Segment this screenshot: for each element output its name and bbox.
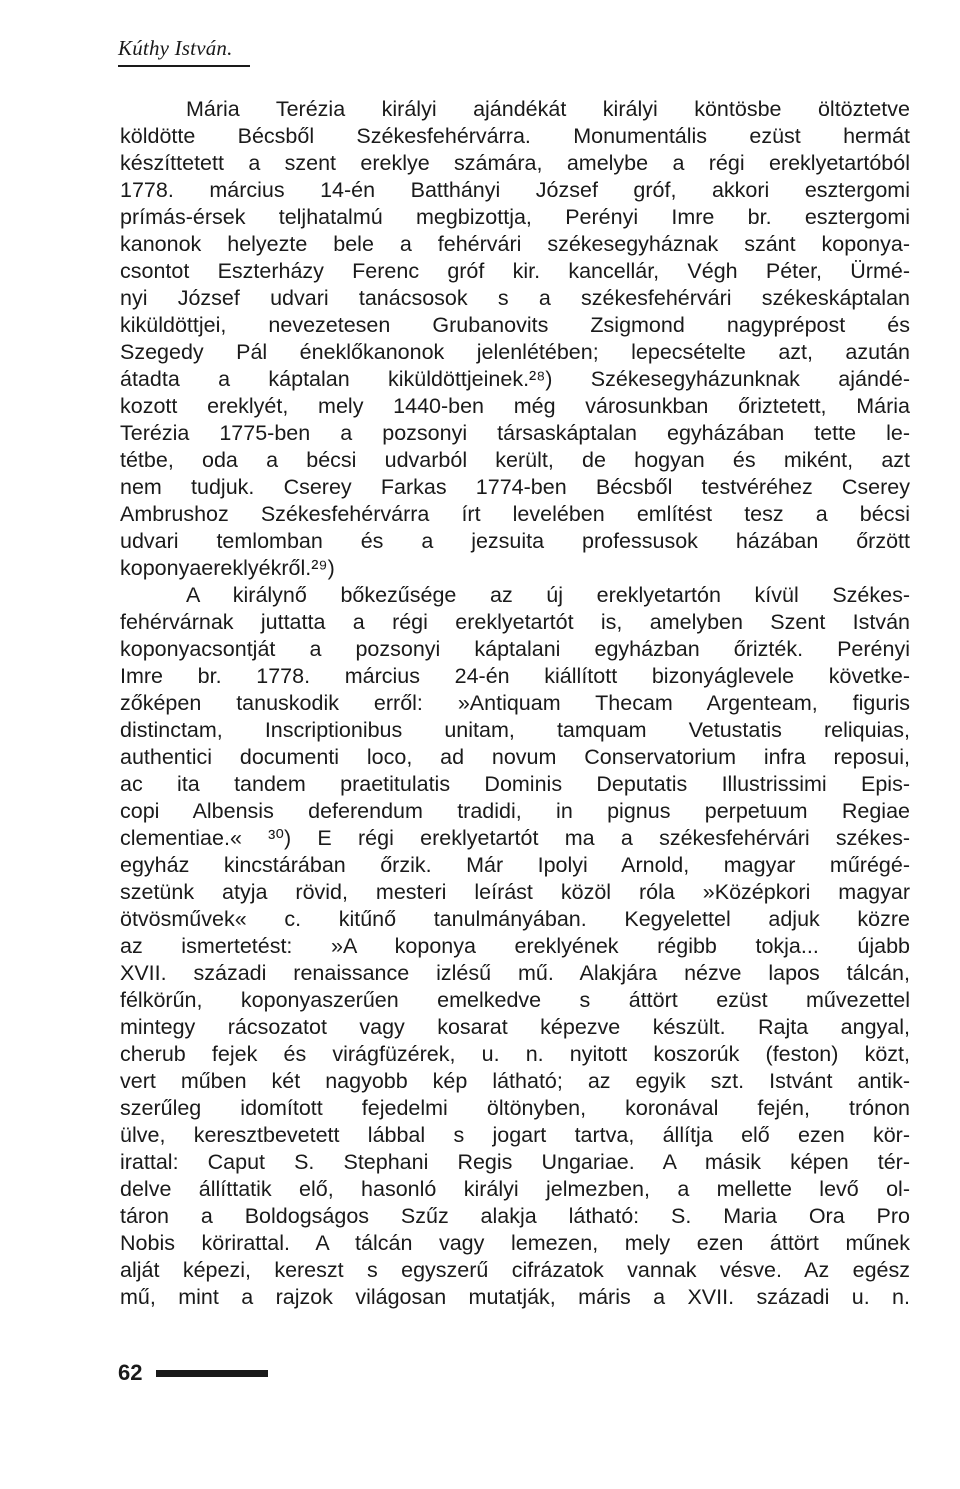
text-line: egyház kincstárában őrzik. Már Ipolyi Arnold, magyar műrégé- xyxy=(120,853,910,877)
text-line: alját képezi, kereszt s egyszerű cifrázatok vannak vésve. Az egész xyxy=(120,1258,910,1282)
running-head-underline xyxy=(118,65,250,67)
text-line: mintegy rácsozatot vagy kosarat képezve készült. Rajta angyal, xyxy=(120,1015,910,1039)
text-line: authentici documenti loco, ad novum Conservatorium infra reposui, xyxy=(120,745,910,769)
text-line: Nobis körirattal. A tálcán vagy lemezen, mely ezen áttört műnek xyxy=(120,1231,910,1255)
text-line: prímás-érsek teljhatalmú megbizottja, Perényi Imre br. esztergomi xyxy=(120,205,910,229)
text-line: vert műben két nagyobb kép látható; az egyik szt. Istvánt antik- xyxy=(120,1069,910,1093)
text-line: Szegedy Pál éneklőkanonok jelenlétében; lepecsételte azt, azután xyxy=(120,340,910,364)
text-line: Terézia 1775-ben a pozsonyi társaskáptalan egyházában tette le- xyxy=(120,421,910,445)
page-footer xyxy=(118,1358,268,1388)
text-line: kiküldöttjei, nevezetesen Grubanovits Zsigmond nagyprépost és xyxy=(120,313,910,337)
footer-rule-ornament xyxy=(156,1370,268,1377)
text-line: az ismertetést: »A koponya ereklyének régibb tokja... újabb xyxy=(120,934,910,958)
text-line: koponyacsontját a pozsonyi káptalani egyházban őrizték. Perényi xyxy=(120,637,910,661)
text-line: 1778. március 14-én Batthányi József gróf, akkori esztergomi xyxy=(120,178,910,202)
text-line: cherub fejek és virágfüzérek, u. n. nyitott koszorúk (feston) közt, xyxy=(120,1042,910,1066)
text-line: kozott ereklyét, mely 1440-ben még városunkban őriztetett, Mária xyxy=(120,394,910,418)
text-line: kanonok helyezte bele a fehérvári székesegyháznak szánt koponya- xyxy=(120,232,910,256)
text-line: irattal: Caput S. Stephani Regis Ungariae. A másik képen tér- xyxy=(120,1150,910,1174)
text-line: nem tudjuk. Cserey Farkas 1774-ben Bécsből testvéréhez Cserey xyxy=(120,475,910,499)
text-line: nyi József udvari tanácsosok s a székesfehérvári székeskáptalan xyxy=(120,286,910,310)
text-line: A királynő bőkezűsége az új ereklyetartón kívül Székes- xyxy=(186,583,910,607)
text-line: Mária Terézia királyi ajándékát királyi köntösbe öltöztetve xyxy=(186,97,910,121)
text-line: csontot Eszterházy Ferenc gróf kir. kancellár, Végh Péter, Ürmé- xyxy=(120,259,910,283)
text-line: udvari temlomban és a jezsuita professusok házában őrzött xyxy=(120,529,910,553)
text-line: Imre br. 1778. március 24-én kiállított bizonyáglevele követke- xyxy=(120,664,910,688)
text-line: köldötte Bécsből Székesfehérvárra. Monumentális ezüst hermát xyxy=(120,124,910,148)
text-line: félkörűn, koponyaszerűen emelkedve s áttört ezüst művezettel xyxy=(120,988,910,1012)
text-line: zőképen tanuskodik erről: »Antiquam Thecam Argenteam, figuris xyxy=(120,691,910,715)
text-line: koponyaereklyékről.²⁹) xyxy=(120,556,335,580)
text-line: táron a Boldogságos Szűz alakja látható: S. Maria Ora Pro xyxy=(120,1204,910,1228)
text-line: distinctam, Inscriptionibus unitam, tamquam Vetustatis reliquias, xyxy=(120,718,910,742)
text-line: clementiae.« ³⁰) E régi ereklyetartót ma a székesfehérvári székes- xyxy=(120,826,910,850)
text-line: ülve, keresztbevetett lábbal s jogart tartva, állítja elő ezen kör- xyxy=(120,1123,910,1147)
text-line: delve állíttatik elő, hasonló királyi jelmezben, a mellette levő ol- xyxy=(120,1177,910,1201)
text-line: tétbe, oda a bécsi udvarból került, de hogyan és miként, azt xyxy=(120,448,910,472)
text-line: ötvösművek« c. kitűnő tanulmányában. Kegyelettel adjuk közre xyxy=(120,907,910,931)
page-number: 62 xyxy=(118,1360,143,1385)
text-line: szerűleg idomított fejedelmi öltönyben, koronával fején, trónon xyxy=(120,1096,910,1120)
running-head-author: Kúthy István. xyxy=(118,36,233,60)
text-line: fehérvárnak juttatta a régi ereklyetartót is, amelyben Szent István xyxy=(120,610,910,634)
text-line: Ambrushoz Székesfehérvárra írt levelében említést tesz a bécsi xyxy=(120,502,910,526)
text-line: mű, mint a rajzok világosan mutatják, máris a XVII. századi u. n. xyxy=(120,1285,910,1309)
text-line: XVII. századi renaissance izlésű mű. Alakjára nézve lapos tálcán, xyxy=(120,961,910,985)
text-line: szetünk atyja rövid, mesteri leírást közöl róla »Középkori magyar xyxy=(120,880,910,904)
body-text xyxy=(120,96,910,1311)
text-line: ac ita tandem praetitulatis Dominis Deputatis Illustrissimi Epis- xyxy=(120,772,910,796)
text-line: átadta a káptalan kiküldöttjeinek.²⁸) Székesegyházunknak ajándé- xyxy=(120,367,910,391)
text-line: készíttetett a szent ereklye számára, amelybe a régi ereklyetartóból xyxy=(120,151,910,175)
text-line: copi Albensis deferendum tradidi, in pignus perpetuum Regiae xyxy=(120,799,910,823)
